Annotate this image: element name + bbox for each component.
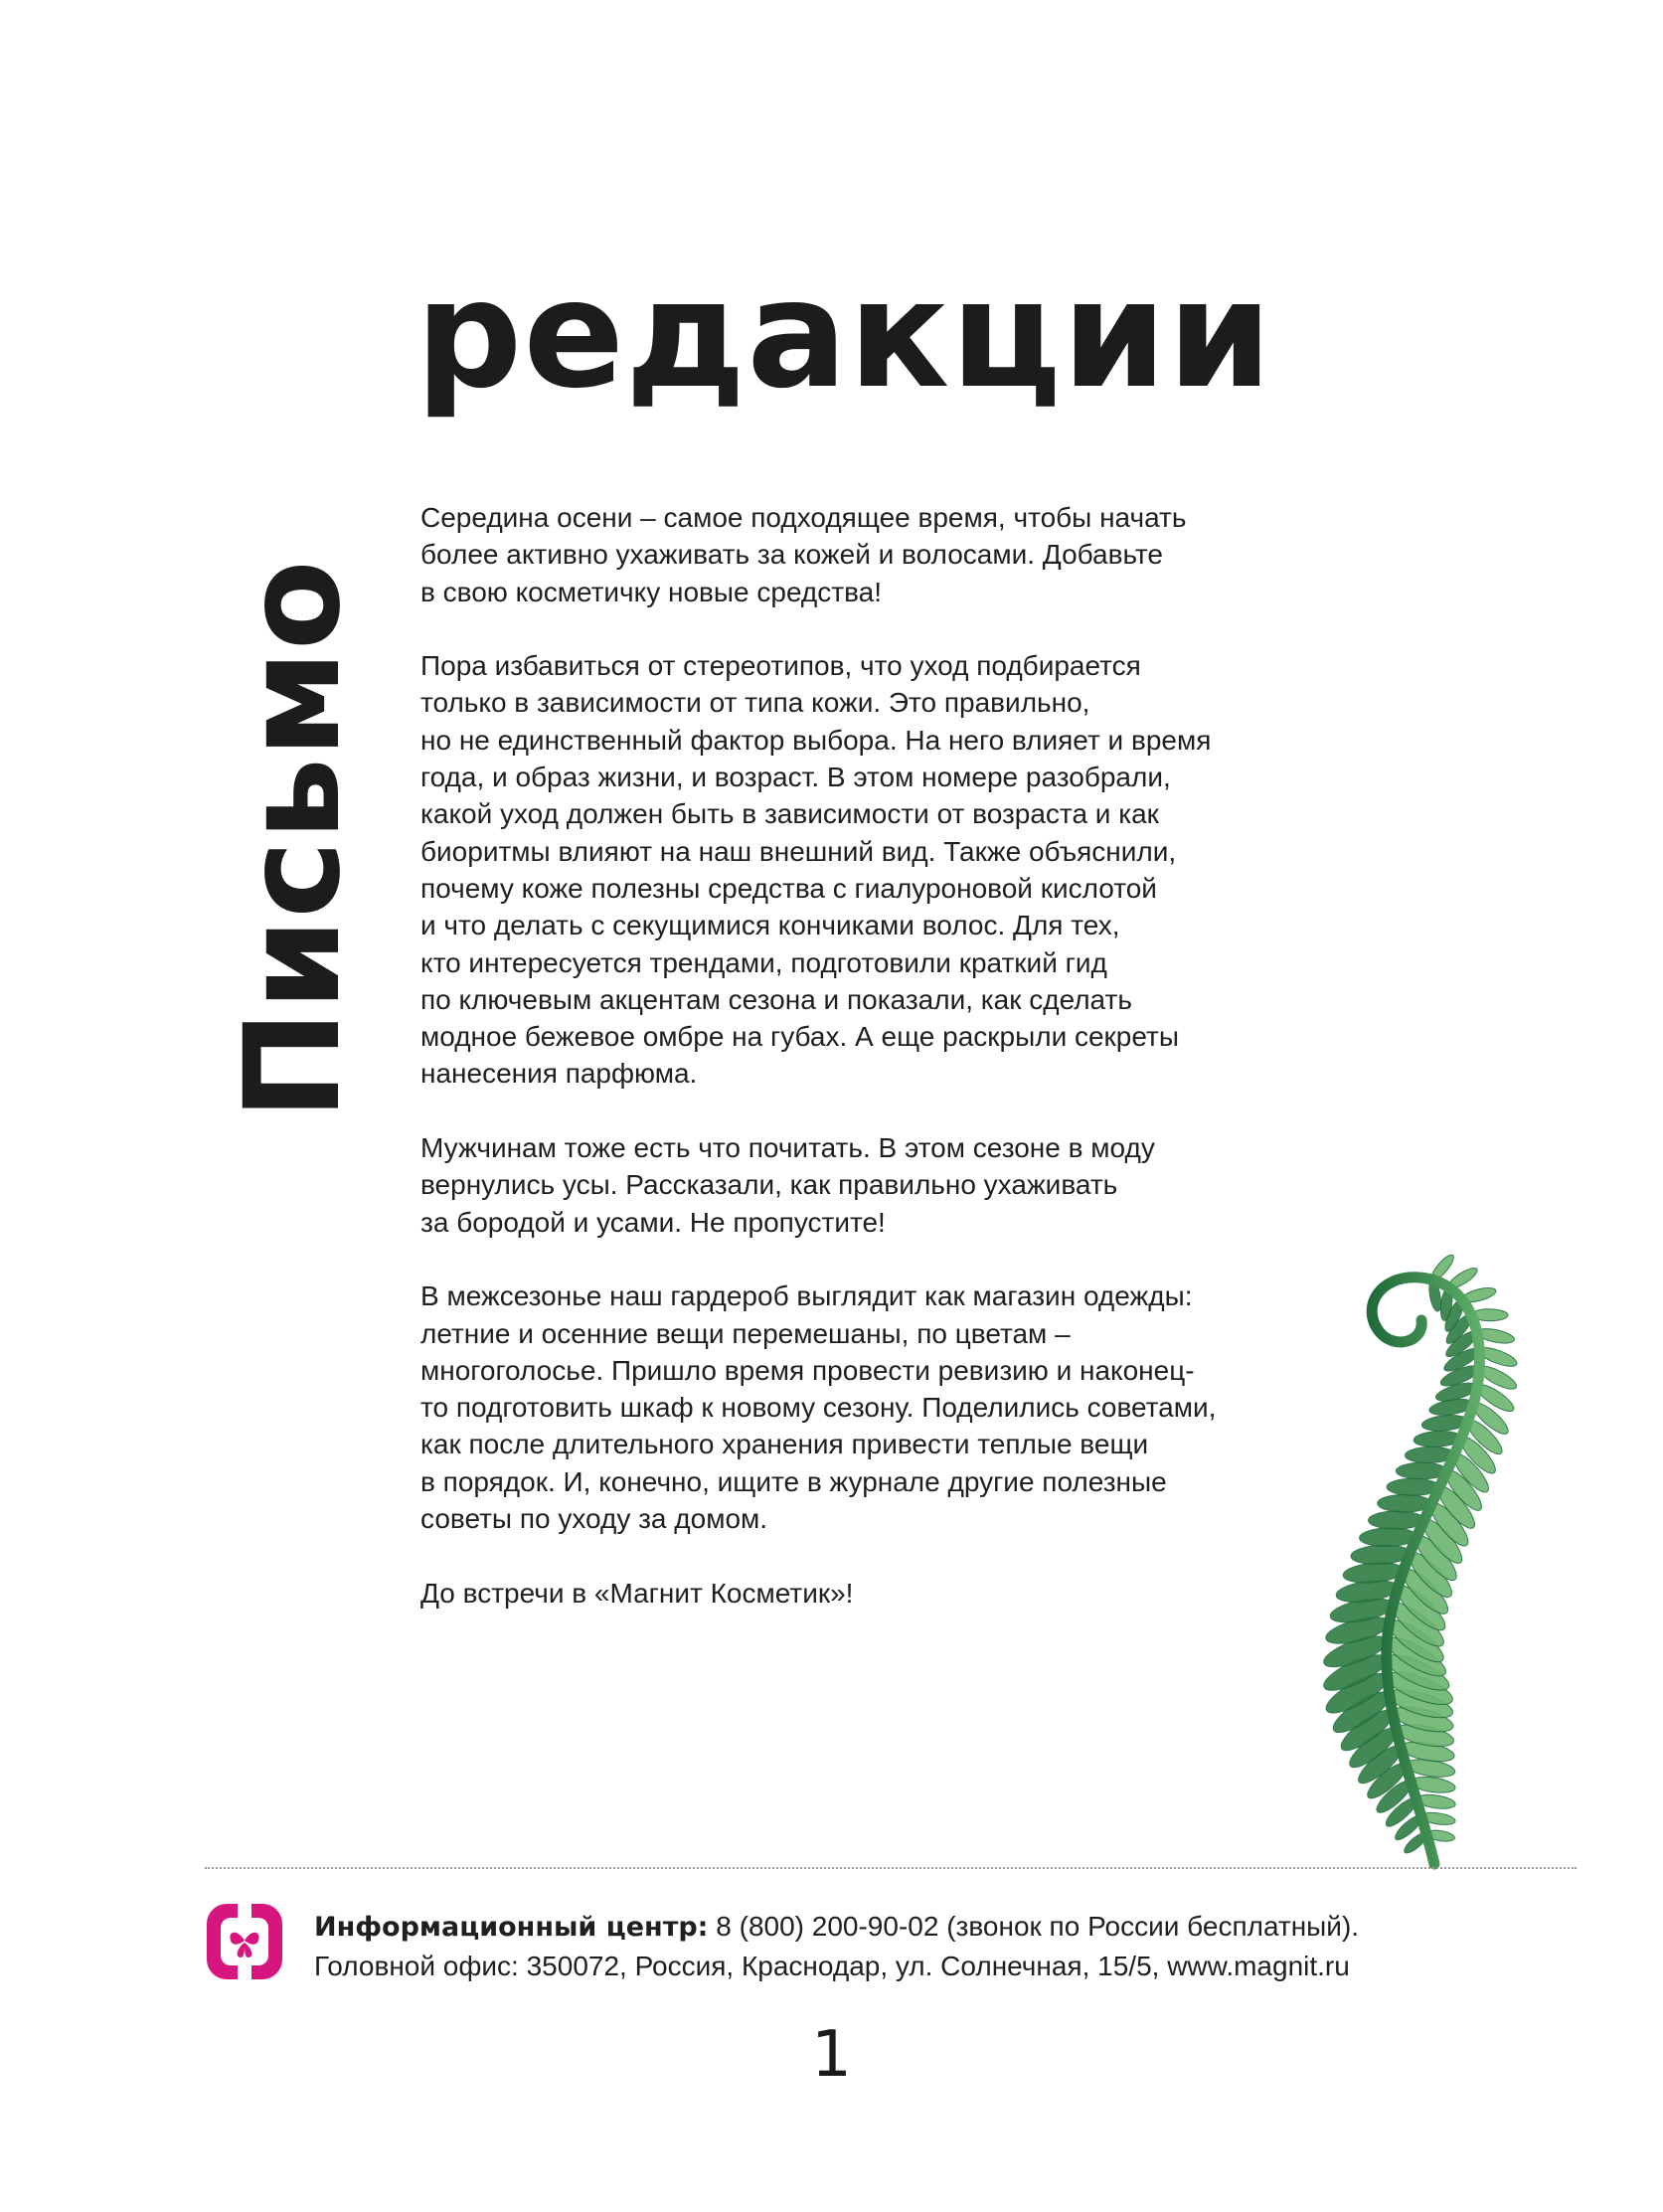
footer-contacts xyxy=(314,1907,1586,1985)
magnit-cosmetic-logo xyxy=(204,1901,285,1982)
info-center-phone: 8 (800) 200-90-02 (звонок по России бесплатный). xyxy=(708,1911,1360,1942)
vertical-title xyxy=(217,502,370,1178)
info-center-label: Информационный центр: xyxy=(314,1912,709,1943)
paragraph-wardrobe: В межсезонье наш гардероб выглядит как магазин одежды: летние и осенние вещи перемешаны, по цветам – многоголосье. Пришло время провести ревизию и наконец- то подготовить шкаф к новому сезону. Поделились советами, как после длительного хранения привести теплые вещи в порядок. И, конечно, ищите в журнале другие полезные советы по уходу за домом. xyxy=(420,1280,1217,1535)
editorial-letter xyxy=(420,499,1275,1648)
page-number: 1 xyxy=(811,2018,852,2092)
paragraph-intro: Середина осени – самое подходящее время, чтобы начать более активно ухаживать за кожей и волосами. Добавьте в свою косметичку новые средства! xyxy=(420,502,1187,607)
page-heading: редакции xyxy=(416,249,1273,422)
info-center-line xyxy=(314,1907,1586,1947)
paragraph-signoff: До встречи в «Магнит Косметик»! xyxy=(420,1577,854,1609)
paragraph-men: Мужчинам тоже есть что почитать. В этом сезоне в моду вернулись усы. Рассказали, как правильно ухаживать за бородой и усами. Не пропустите! xyxy=(420,1132,1155,1238)
head-office-line: Головной офис: 350072, Россия, Краснодар, ул. Солнечная, 15/5, www.magnit.ru xyxy=(314,1951,1350,1981)
vertical-title-text: Письмо xyxy=(217,560,370,1120)
fern-illustration xyxy=(1191,1223,1569,1889)
paragraph-skincare: Пора избавиться от стереотипов, что уход подбирается только в зависимости от типа кожи. Это правильно, но не единственный фактор выбора. На него влияет и время года, и образ жизни, и возраст. В этом номере разобрали, какой уход должен быть в зависимости от возраста и как биоритмы влияют на наш внешний вид. Также объяснили, почему коже полезны средства с гиалуроновой кислотой и что делать с секущимися кончиками волос. Для тех, кто интересуется трендами, подготовили краткий гид по ключевым акцентам сезона и показали, как сделать модное бежевое омбре на губах. А еще раскрыли секреты нанесения парфюма. xyxy=(420,650,1212,1090)
footer-divider xyxy=(205,1867,1577,1869)
